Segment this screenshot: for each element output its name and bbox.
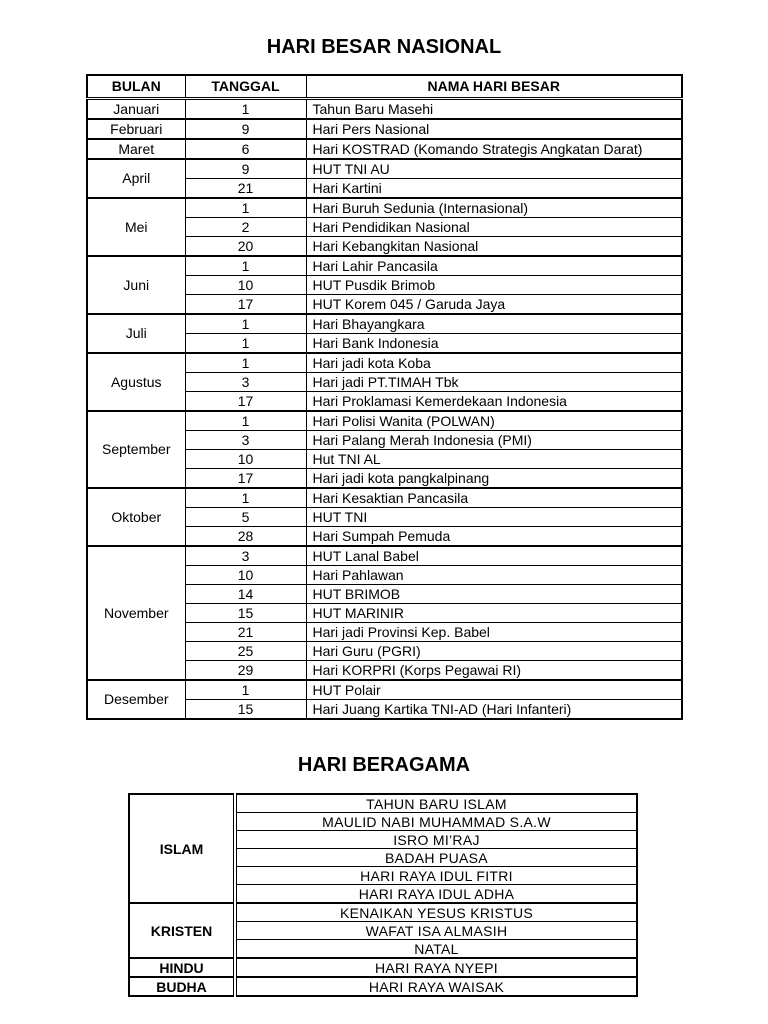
month-cell: Mei <box>87 198 185 256</box>
holiday-name-cell: HUT Polair <box>306 680 682 700</box>
holiday-name-cell: Hari Pers Nasional <box>306 119 682 139</box>
holiday-name-cell: HUT BRIMOB <box>306 585 682 604</box>
religious-holiday-cell: HARI RAYA WAISAK <box>235 977 637 996</box>
holiday-name-cell: Hari Pendidikan Nasional <box>306 218 682 237</box>
holiday-name-cell: Hari Bank Indonesia <box>306 334 682 354</box>
date-cell: 3 <box>185 373 306 392</box>
date-cell: 21 <box>185 179 306 199</box>
date-cell: 15 <box>185 700 306 720</box>
table-row <box>87 680 682 700</box>
religious-holidays-title: HARI BERAGAMA <box>297 754 471 776</box>
month-cell: Agustus <box>87 353 185 411</box>
month-cell: September <box>87 411 185 488</box>
holiday-name-cell: Hari Kesaktian Pancasila <box>306 488 682 508</box>
holiday-name-cell: Hut TNI AL <box>306 450 682 469</box>
date-cell: 1 <box>185 680 306 700</box>
table-row <box>87 411 682 431</box>
table-row <box>129 903 637 922</box>
table-row <box>87 314 682 334</box>
month-cell: April <box>87 159 185 198</box>
holiday-name-cell: Hari Proklamasi Kemerdekaan Indonesia <box>306 392 682 412</box>
column-header-bulan: BULAN <box>87 75 185 99</box>
table-row <box>129 958 637 977</box>
religious-holiday-cell: HARI RAYA NYEPI <box>235 958 637 977</box>
date-cell: 15 <box>185 604 306 623</box>
holiday-name-cell: HUT Lanal Babel <box>306 546 682 566</box>
table-row <box>129 794 637 813</box>
date-cell: 1 <box>185 334 306 354</box>
religious-holiday-cell: NATAL <box>235 940 637 959</box>
date-cell: 1 <box>185 314 306 334</box>
table-row <box>87 256 682 276</box>
date-cell: 25 <box>185 642 306 661</box>
holiday-name-cell: Hari Palang Merah Indonesia (PMI) <box>306 431 682 450</box>
religious-holiday-cell: HARI RAYA IDUL ADHA <box>235 885 637 904</box>
date-cell: 21 <box>185 623 306 642</box>
religion-cell: KRISTEN <box>129 903 235 958</box>
date-cell: 5 <box>185 508 306 527</box>
table-header-row <box>87 75 682 99</box>
holiday-name-cell: Hari Guru (PGRI) <box>306 642 682 661</box>
religious-holiday-cell: HARI RAYA IDUL FITRI <box>235 867 637 885</box>
month-cell: Juli <box>87 314 185 353</box>
month-cell: Januari <box>87 99 185 120</box>
religious-holiday-cell: BADAH PUASA <box>235 849 637 867</box>
holiday-name-cell: Hari jadi kota pangkalpinang <box>306 469 682 489</box>
holiday-name-cell: Hari KORPRI (Korps Pegawai RI) <box>306 661 682 681</box>
religious-holiday-cell: KENAIKAN YESUS KRISTUS <box>235 903 637 922</box>
date-cell: 9 <box>185 159 306 179</box>
holiday-name-cell: Hari jadi kota Koba <box>306 353 682 373</box>
holiday-name-cell: HUT Pusdik Brimob <box>306 276 682 295</box>
month-cell: Oktober <box>87 488 185 546</box>
holiday-name-cell: HUT TNI <box>306 508 682 527</box>
religious-holiday-cell: WAFAT ISA ALMASIH <box>235 922 637 940</box>
holiday-name-cell: Hari Sumpah Pemuda <box>306 527 682 547</box>
religious-holiday-cell: MAULID NABI MUHAMMAD S.A.W <box>235 813 637 831</box>
holiday-name-cell: Hari Kartini <box>306 179 682 199</box>
table-row <box>87 139 682 159</box>
holiday-name-cell: Hari jadi PT.TIMAH Tbk <box>306 373 682 392</box>
national-holidays-table <box>86 74 683 720</box>
date-cell: 20 <box>185 237 306 257</box>
table-row <box>87 119 682 139</box>
date-cell: 1 <box>185 256 306 276</box>
holiday-name-cell: Hari jadi Provinsi Kep. Babel <box>306 623 682 642</box>
date-cell: 1 <box>185 99 306 120</box>
holiday-name-cell: Hari Pahlawan <box>306 566 682 585</box>
table-row <box>87 353 682 373</box>
religion-cell: HINDU <box>129 958 235 977</box>
date-cell: 3 <box>185 431 306 450</box>
date-cell: 29 <box>185 661 306 681</box>
date-cell: 9 <box>185 119 306 139</box>
date-cell: 1 <box>185 198 306 218</box>
holiday-name-cell: HUT MARINIR <box>306 604 682 623</box>
date-cell: 17 <box>185 469 306 489</box>
date-cell: 10 <box>185 276 306 295</box>
holiday-name-cell: Hari Kebangkitan Nasional <box>306 237 682 257</box>
month-cell: Februari <box>87 119 185 139</box>
table-row <box>87 198 682 218</box>
religious-holidays-table <box>128 793 638 997</box>
table-row <box>87 488 682 508</box>
religion-cell: ISLAM <box>129 794 235 903</box>
date-cell: 1 <box>185 411 306 431</box>
month-cell: Desember <box>87 680 185 719</box>
holiday-name-cell: HUT TNI AU <box>306 159 682 179</box>
table-row <box>87 159 682 179</box>
date-cell: 1 <box>185 353 306 373</box>
column-header-nama: NAMA HARI BESAR <box>306 75 682 99</box>
national-holidays-title: HARI BESAR NASIONAL <box>266 36 502 58</box>
date-cell: 10 <box>185 450 306 469</box>
holiday-name-cell: Hari Bhayangkara <box>306 314 682 334</box>
date-cell: 6 <box>185 139 306 159</box>
date-cell: 17 <box>185 392 306 412</box>
holiday-name-cell: Hari Polisi Wanita (POLWAN) <box>306 411 682 431</box>
date-cell: 10 <box>185 566 306 585</box>
date-cell: 17 <box>185 295 306 315</box>
holiday-name-cell: Hari Lahir Pancasila <box>306 256 682 276</box>
holiday-name-cell: Tahun Baru Masehi <box>306 99 682 120</box>
table-row <box>87 99 682 120</box>
holiday-name-cell: Hari Buruh Sedunia (Internasional) <box>306 198 682 218</box>
religious-holiday-cell: TAHUN BARU ISLAM <box>235 794 637 813</box>
date-cell: 2 <box>185 218 306 237</box>
column-header-tanggal: TANGGAL <box>185 75 306 99</box>
religious-holiday-cell: ISRO MI’RAJ <box>235 831 637 849</box>
date-cell: 1 <box>185 488 306 508</box>
date-cell: 28 <box>185 527 306 547</box>
date-cell: 3 <box>185 546 306 566</box>
religion-cell: BUDHA <box>129 977 235 996</box>
date-cell: 14 <box>185 585 306 604</box>
month-cell: November <box>87 546 185 680</box>
table-row <box>129 977 637 996</box>
holiday-name-cell: HUT Korem 045 / Garuda Jaya <box>306 295 682 315</box>
month-cell: Juni <box>87 256 185 314</box>
table-row <box>87 546 682 566</box>
month-cell: Maret <box>87 139 185 159</box>
holiday-name-cell: Hari Juang Kartika TNI-AD (Hari Infanteri) <box>306 700 682 720</box>
holiday-name-cell: Hari KOSTRAD (Komando Strategis Angkatan Darat) <box>306 139 682 159</box>
